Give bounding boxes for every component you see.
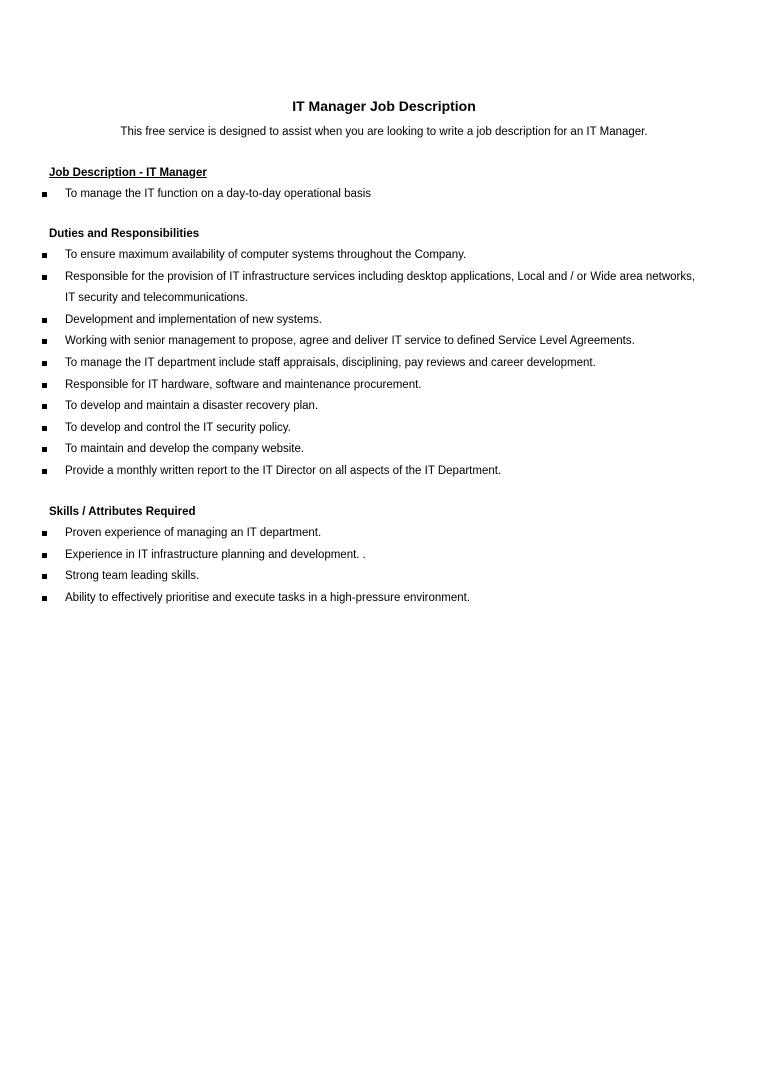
- job-description-list: [0, 184, 768, 206]
- list-item-text: To ensure maximum availability of computer systems throughout the Company.: [65, 249, 467, 261]
- list-item-text: Provide a monthly written report to the IT Director on all aspects of the IT Department.: [65, 464, 502, 477]
- bullet-icon: [42, 339, 47, 344]
- list-item-text: To maintain and develop the company website.: [65, 443, 305, 456]
- list-item: [0, 353, 768, 375]
- bullet-icon: [42, 553, 47, 558]
- list-item: [0, 396, 768, 418]
- list-item: [0, 184, 768, 206]
- list-item-text: To manage the IT function on a day-to-day operational basis: [65, 188, 372, 200]
- document-title: IT Manager Job Description: [292, 98, 476, 114]
- bullet-icon: [42, 426, 47, 431]
- list-item: [0, 588, 768, 610]
- section-heading-job-description: Job Description - IT Manager: [49, 167, 207, 179]
- bullet-icon: [42, 469, 47, 474]
- list-item-text: To develop and control the IT security policy.: [65, 421, 291, 434]
- list-item: [0, 331, 768, 353]
- bullet-icon: [42, 596, 47, 601]
- bullet-icon: [42, 192, 47, 197]
- document-intro: This free service is designed to assist when you are looking to write a job description for an IT Manager.: [120, 126, 648, 138]
- list-item-text: Working with senior management to propose, agree and deliver IT service to defined Service Level Agreements.: [65, 335, 635, 348]
- list-item: [0, 439, 768, 461]
- list-item: [0, 310, 768, 332]
- bullet-icon: [42, 318, 47, 323]
- list-item: [0, 566, 768, 588]
- bullet-icon: [42, 383, 47, 388]
- list-item: [0, 418, 768, 440]
- list-item-text: Experience in IT infrastructure planning and development. .: [65, 548, 366, 561]
- list-item-text: Strong team leading skills.: [65, 570, 200, 583]
- duties-list: [0, 245, 768, 483]
- list-item-text: Proven experience of managing an IT department.: [65, 527, 322, 539]
- section-heading-duties: Duties and Responsibilities: [49, 228, 200, 240]
- list-item-text: Responsible for IT hardware, software and maintenance procurement.: [65, 378, 422, 391]
- list-item-text: Development and implementation of new systems.: [65, 313, 322, 326]
- list-item: [0, 461, 768, 483]
- list-item: [0, 545, 768, 567]
- list-item: [0, 267, 768, 310]
- bullet-icon: [42, 574, 47, 579]
- list-item: [0, 523, 768, 545]
- bullet-icon: [42, 275, 47, 280]
- list-item-text: To manage the IT department include staff appraisals, disciplining, pay reviews and career development.: [65, 356, 596, 369]
- list-item: [0, 245, 768, 267]
- list-item-text: Responsible for the provision of IT infrastructure services including desktop applications, Local and / or Wide area networks, IT security and telecommunications.: [65, 270, 696, 305]
- section-heading-skills: Skills / Attributes Required: [49, 506, 196, 518]
- list-item: [0, 375, 768, 397]
- bullet-icon: [42, 447, 47, 452]
- list-item-text: To develop and maintain a disaster recovery plan.: [65, 400, 319, 413]
- bullet-icon: [42, 361, 47, 366]
- list-item-text: Ability to effectively prioritise and execute tasks in a high-pressure environment.: [65, 591, 471, 604]
- skills-list: [0, 523, 768, 609]
- bullet-icon: [42, 253, 47, 258]
- bullet-icon: [42, 531, 47, 536]
- bullet-icon: [42, 404, 47, 409]
